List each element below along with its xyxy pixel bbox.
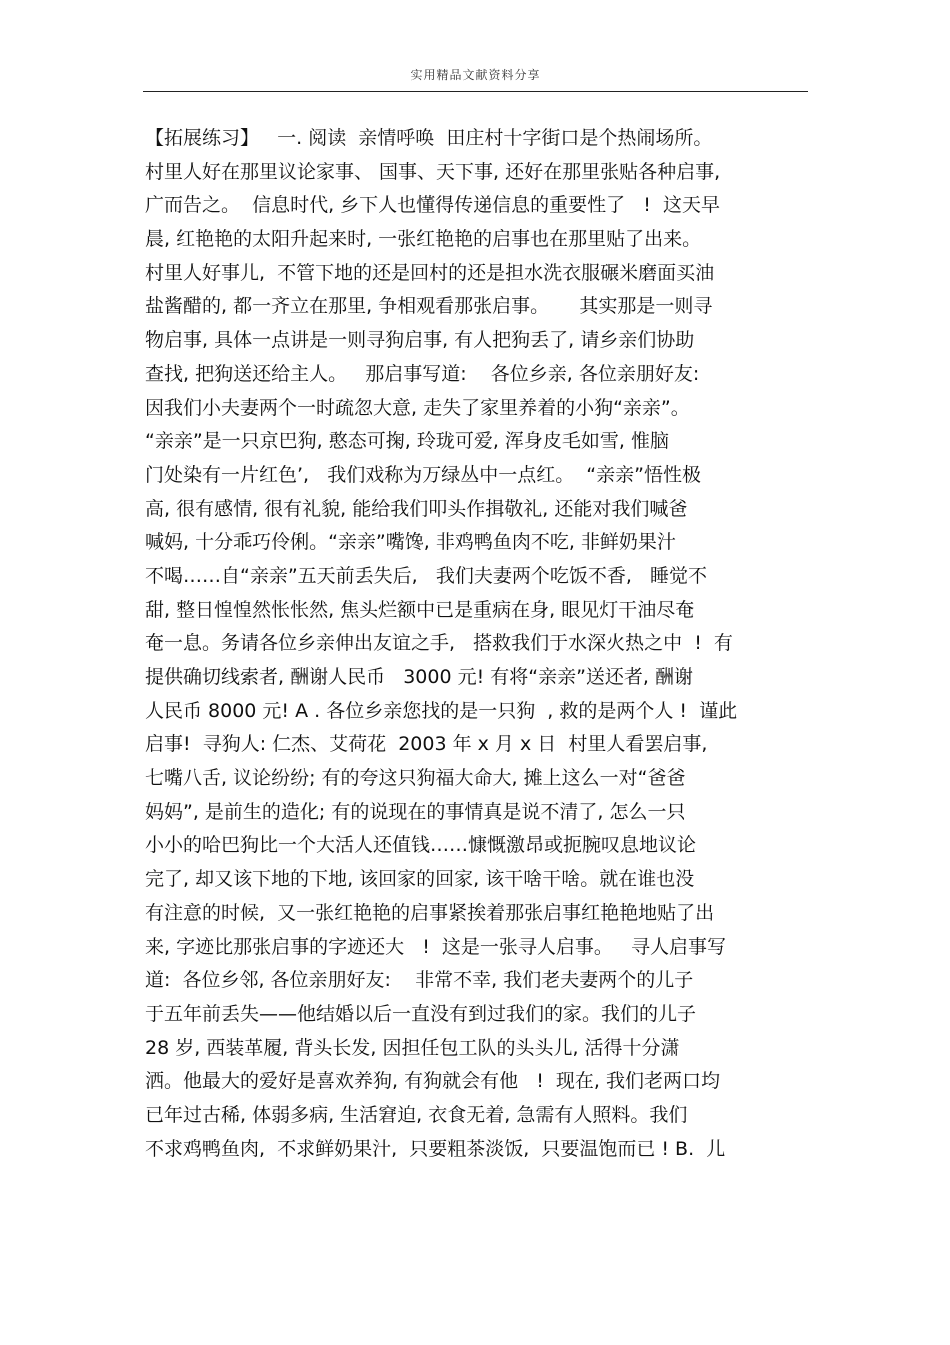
text-line: 门处染有一片红色’, 我们戏称为万绿丛中一点红。 “亲亲”悟性极	[145, 463, 701, 486]
text-line: 广而告之。 信息时代, 乡下人也懂得传递信息的重要性了 ! 这天早	[145, 194, 720, 217]
text-line: 完了, 却又该下地的下地, 该回家的回家, 该干啥干啥。就在谁也没	[145, 868, 695, 891]
text-line: 甜, 整日惶惶然怅怅然, 焦头烂额中已是重病在身, 眼见灯干油尽奄	[145, 598, 695, 621]
text-line: 于五年前丢失——他结婚以后一直没有到过我们的家。我们的儿子	[145, 1002, 697, 1025]
text-line: 因我们小夫妻两个一时疏忽大意, 走失了家里养着的小狗“亲亲”。	[145, 396, 690, 419]
text-line: 小小的哈巴狗比一个大活人还值钱……慷慨激昂或扼腕叹息地议论	[145, 834, 697, 857]
text-line: 村里人好事儿, 不管下地的还是回村的还是担水洗衣服碾米磨面买油	[145, 261, 715, 284]
text-line: 28 岁, 西装革履, 背头长发, 因担任包工队的头头儿, 活得十分潇	[145, 1036, 680, 1059]
text-line: 来, 字迹比那张启事的字迹还大 ! 这是一张寻人启事。 寻人启事写	[145, 935, 727, 958]
text-line: 洒。他最大的爱好是喜欢养狗, 有狗就会有他 ! 现在, 我们老两口均	[145, 1070, 720, 1093]
text-line: 盐酱醋的, 都一齐立在那里, 争相观看那张启事。 其实那是一则寻	[145, 295, 713, 318]
text-line: 提供确切线索者, 酬谢人民币 3000 元! 有将“亲亲”送还者, 酬谢	[145, 666, 694, 688]
document-body	[145, 122, 815, 1166]
text-line: 有注意的时候, 又一张红艳艳的启事紧挨着那张启事红艳艳地贴了出	[145, 901, 715, 924]
text-line: 村里人好在那里议论家事、 国事、天下事, 还好在那里张贴各种启事,	[145, 160, 721, 183]
text-line: 妈妈”, 是前生的造化; 有的说现在的事情真是说不清了, 怎么一只	[145, 800, 686, 823]
text-line: 道: 各位乡邻, 各位亲朋好友: 非常不幸, 我们老夫妻两个的儿子	[145, 969, 694, 992]
text-line: “亲亲”是一只京巴狗, 憨态可掬, 玲珑可爱, 浑身皮毛如雪, 惟脑	[145, 430, 670, 453]
text-line: 查找, 把狗送还给主人。 那启事写道: 各位乡亲, 各位亲朋好友:	[145, 362, 700, 385]
text-line: 已年过古稀, 体弱多病, 生活窘迫, 衣食无着, 急需有人照料。我们	[145, 1103, 688, 1126]
text-line: 【拓展练习】 一. 阅读 亲情呼唤 田庄村十字街口是个热闹场所。	[145, 127, 713, 149]
text-line: 物启事, 具体一点讲是一则寻狗启事, 有人把狗丢了, 请乡亲们协助	[145, 329, 695, 352]
text-line: 七嘴八舌, 议论纷纷; 有的夸这只狗福大命大, 摊上这么一对“爸爸	[145, 767, 686, 790]
text-line: 晨, 红艳艳的太阳升起来时, 一张红艳艳的启事也在那里贴了出来。	[145, 228, 702, 251]
text-line: 启事! 寻狗人: 仁杰、艾荷花 2003 年 x 月 x 日 村里人看罢启事,	[145, 733, 708, 756]
text-line: 不喝……自“亲亲”五天前丢失后, 我们夫妻两个吃饭不香, 睡觉不	[145, 564, 708, 587]
page-header: 实用精品文献资料分享	[410, 68, 541, 82]
text-line: 高, 很有感情, 很有礼貌, 能给我们叩头作揖敬礼, 还能对我们喊爸	[145, 497, 688, 520]
text-line: 人民币 8000 元! A . 各位乡亲您找的是一只狗 , 救的是两个人 ! 谨此	[145, 699, 738, 722]
header-divider	[143, 91, 808, 92]
text-line: 奄一息。务请各位乡亲伸出友谊之手, 搭救我们于水深火热之中 ! 有	[145, 632, 733, 655]
text-line: 不求鸡鸭鱼肉, 不求鲜奶果汁, 只要粗茶淡饭, 只要温饱而已 ! B. 儿	[145, 1137, 726, 1160]
text-line: 喊妈, 十分乖巧伶俐。“亲亲”嘴馋, 非鸡鸭鱼肉不吃, 非鲜奶果汁	[145, 531, 676, 554]
